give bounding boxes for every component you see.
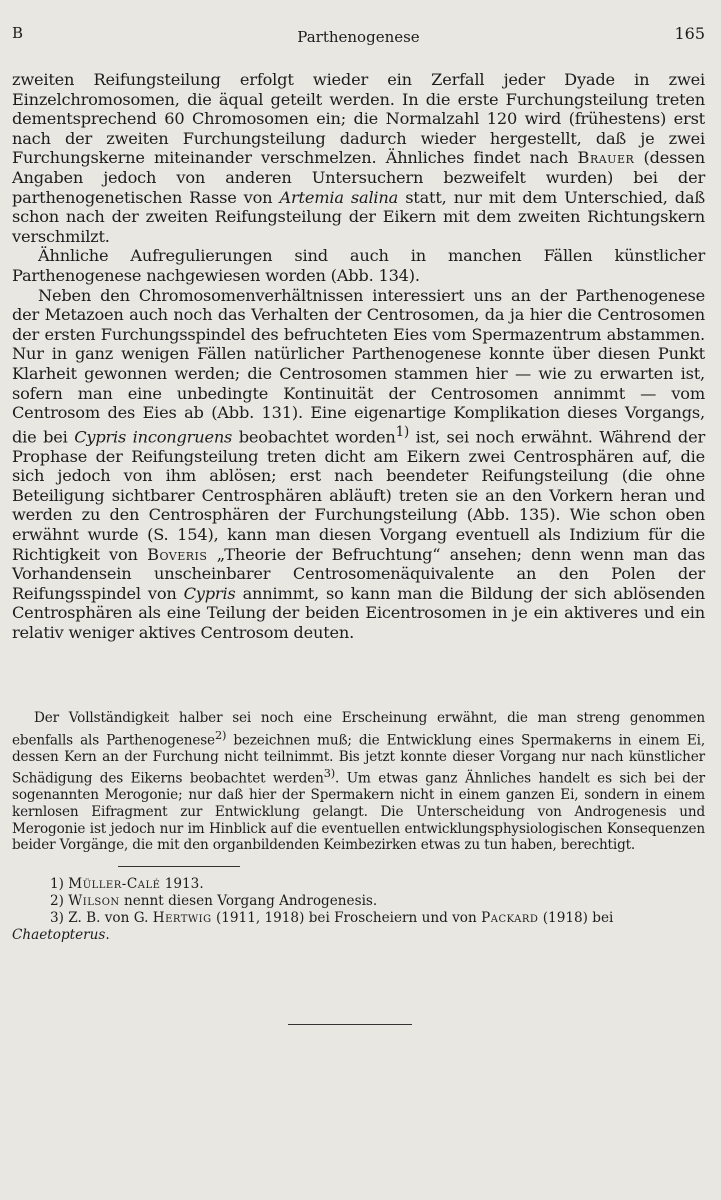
genus-cypris: Cypris (183, 583, 236, 603)
paragraph-1: zweiten Reifungsteilung erfolgt wieder ein Zerfall jeder Dyade in zwei Einzelchromosomen, die äqual geteilt werden. In die erste Furchungsteilung treten dementsprechend 60 Chromosomen ein; die Normalzahl 120 wird (frühestens) erst nach der zweiten Furchungsteilung dadurch wieder hergestellt, daß je zwei Furchungskerne miteinander verschmelzen. Ähnliches findet nach Brauer (dessen Angaben jedoch von anderen Untersuchern bezweifelt wurden) bei der parthenogenetischen Rasse von Artemia salina statt, nur mit dem Unterschied, daß schon nach der zweiten Reifungsteilung der Eikern mit dem zweiten Richtungskern verschmilzt. (12, 70, 706, 246)
footnote-3-continued: Chaetopterus. (12, 927, 110, 943)
main-text (12, 70, 705, 643)
signature-mark: B (12, 24, 24, 42)
footnote-ref-2: 2) (214, 727, 227, 742)
paragraph-2: Ähnliche Aufregulierungen sind auch in manchen Fällen künstlicher Parthenogenese nachgewiesen worden (Abb. 134). (12, 246, 705, 285)
species-artemia-salina: Artemia salina (279, 187, 399, 207)
footnotes (12, 876, 705, 944)
page-number: 165 (674, 24, 705, 43)
species-cypris-incongruens: Cypris incongruens (74, 427, 233, 447)
running-head (12, 24, 705, 48)
footnote-1: 1) Müller-Calé 1913. (50, 876, 204, 892)
footnote-3: 3) Z. B. von G. Hertwig (1911, 1918) bei Froscheiern und von Packard (1918) bei (50, 910, 614, 926)
author-boveris: Boveris (147, 544, 208, 564)
paragraph-3: Neben den Chromosomenverhältnissen interessiert uns an der Parthenogenese der Metazoen auch noch das Verhalten der Centrosomen, da ja hier die Centrosomen der ersten Furchungsspindel des befruchteten Eies vom Spermazentrum abstammen. Nur in ganz wenigen Fällen natürlicher Parthenogenese konnte über diesen Punkt Klarheit gewonnen werden; die Centrosomen stammen hier — wie zu erwarten ist, sofern man eine unbedingte Kontinuität der Centrosomen annimmt — vom Centrosom des Eies ab (Abb. 131). Eine eigenartige Komplikation dieses Vorgangs, die bei Cypris incongruens beobachtet worden$^{1)}$ ist, sei noch erwähnt. Während der Prophase der Reifungsteilung treten dicht am Eikern zwei Centrosphären auf, die sich jedoch von ihm ablösen; erst nach beendeter Reifungsteilung (die ohne Beteiligung sichtbarer Centrosphären abläuft) treten sie an den Vorkern heran und werden zu den Centrosphären der Furchungsteilung (Abb. 135). Wie schon oben erwähnt wurde (S. 154), kann man diesen Vorgang eventuell als Indizium für die Richtigkeit von Boveris „Theorie der Befruchtung“ ansehen; denn wenn man das Vorhandensein unscheinbarer Centrosomenäquivalente an den Polen der Reifungsspindel von Cypris annimmt, so kann man die Bildung der sich ablösenden Centrosphären als eine Teilung der beiden Eicentrosomen in je ein aktiveres und ein relativ weniger aktives Centrosom deuten. (12, 285, 705, 643)
author-brauer: Brauer (577, 148, 635, 168)
footnote-ref-3: 3) (323, 766, 336, 781)
running-title: Parthenogenese (297, 28, 420, 46)
small-paragraph: Der Vollständigkeit halber sei noch eine Erscheinung erwähnt, die man streng genommen ebenfalls als Parthenogenese$^{2)}$ bezeichnen muß; die Entwicklung eines Spermakerns in einem Ei, dessen Kern an der Furchung nicht teilnimmt. Bis jetzt konnte dieser Vorgang nur nach künstlicher Schädigung des Eikerns beobachtet werden$^{3)}$. Um etwas ganz Ähnliches handelt es sich bei der sogenannten Merogonie; nur daß hier der Spermakern nicht in einem ganzen Ei, sondern in einem kernlosen Eifragment zur Entwicklung gelangt. Die Unterscheidung von Androgenesis und Merogonie ist jedoch nur im Hinblick auf die eventuellen entwicklungsphysiologischen Konsequenzen beider Vorgänge, die mit den organbildenden Keimbezirken etwas zu tun haben, berechtigt. (12, 710, 705, 854)
footnote-ref-1: 1) (395, 423, 410, 440)
small-print-note (12, 710, 705, 854)
end-of-section-rule (288, 1024, 412, 1025)
footnote-2: 2) Wilson nennt diesen Vorgang Androgenesis. (50, 893, 378, 909)
footnote-divider (118, 866, 240, 867)
